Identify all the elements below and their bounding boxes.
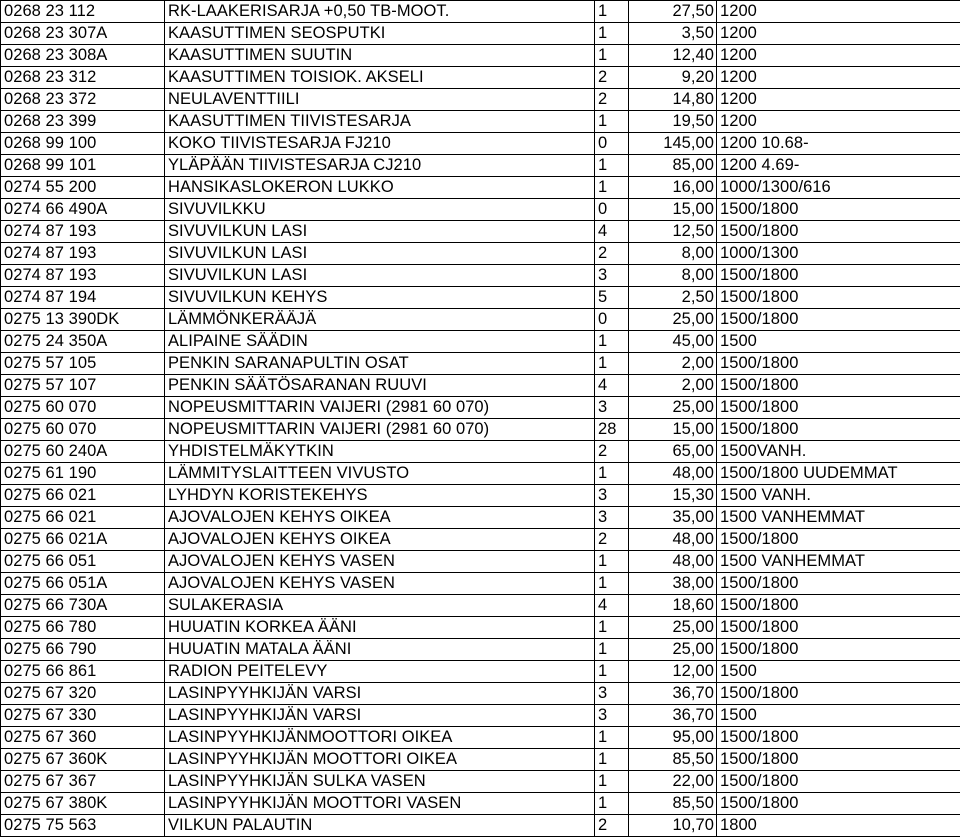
part-code-cell: 0274 55 200: [4, 178, 97, 196]
table-row: [0, 815, 960, 837]
part-code-cell: 0268 23 372: [4, 90, 97, 108]
price-cell: 25,00: [672, 398, 714, 416]
part-name-cell: LASINPYYHKIJÄN MOOTTORI OIKEA: [168, 750, 458, 768]
part-name-cell: RK-LAAKERISARJA +0,50 TB-MOOT.: [168, 2, 450, 20]
part-code-cell: 0275 66 051A: [4, 574, 108, 592]
table-row: [0, 793, 960, 815]
quantity-cell: 5: [598, 288, 608, 306]
part-code-cell: 0275 66 021: [4, 508, 97, 526]
table-row: [0, 485, 960, 507]
price-cell: 9,20: [681, 68, 714, 86]
model-note-cell: 1500/1800: [720, 794, 799, 812]
table-row: [0, 265, 960, 287]
part-code-cell: 0268 99 101: [4, 156, 97, 174]
part-name-cell: KAASUTTIMEN SEOSPUTKI: [168, 24, 386, 42]
model-note-cell: 1200 4.69-: [720, 156, 800, 174]
price-cell: 25,00: [672, 640, 714, 658]
column-divider: [0, 0, 1, 837]
part-code-cell: 0275 13 390DK: [4, 310, 120, 328]
part-name-cell: LASINPYYHKIJÄNMOOTTORI OIKEA: [168, 728, 453, 746]
quantity-cell: 2: [598, 68, 608, 86]
model-note-cell: 1500/1800: [720, 420, 799, 438]
model-note-cell: 1500 VANHEMMAT: [720, 508, 865, 526]
model-note-cell: 1500: [720, 662, 757, 680]
table-row: [0, 595, 960, 617]
price-cell: 2,00: [681, 376, 714, 394]
part-code-cell: 0275 66 051: [4, 552, 97, 570]
part-code-cell: 0275 66 790: [4, 640, 97, 658]
quantity-cell: 1: [598, 728, 608, 746]
part-code-cell: 0275 61 190: [4, 464, 97, 482]
quantity-cell: 1: [598, 772, 608, 790]
model-note-cell: 1200 10.68-: [720, 134, 809, 152]
quantity-cell: 1: [598, 2, 608, 20]
quantity-cell: 3: [598, 266, 608, 284]
part-code-cell: 0268 23 112: [4, 2, 96, 20]
part-name-cell: HANSIKASLOKERON LUKKO: [168, 178, 394, 196]
part-name-cell: AJOVALOJEN KEHYS VASEN: [168, 574, 395, 592]
column-divider: [628, 0, 629, 837]
table-row: [0, 133, 960, 155]
table-row: [0, 353, 960, 375]
quantity-cell: 0: [598, 200, 608, 218]
part-name-cell: NOPEUSMITTARIN VAIJERI (2981 60 070): [168, 398, 490, 416]
model-note-cell: 1200: [720, 90, 757, 108]
part-code-cell: 0275 57 107: [4, 376, 97, 394]
part-code-cell: 0275 75 563: [4, 816, 97, 834]
model-note-cell: 1500/1800: [720, 750, 799, 768]
model-note-cell: 1500/1800: [720, 354, 799, 372]
table-row: [0, 529, 960, 551]
price-cell: 25,00: [672, 310, 714, 328]
quantity-cell: 1: [598, 552, 608, 570]
table-row: [0, 441, 960, 463]
part-code-cell: 0275 60 070: [4, 420, 97, 438]
part-name-cell: LÄMMITYSLAITTEEN VIVUSTO: [168, 464, 410, 482]
price-cell: 12,40: [672, 46, 714, 64]
part-name-cell: LASINPYYHKIJÄN SULKA VASEN: [168, 772, 426, 790]
table-row: [0, 419, 960, 441]
quantity-cell: 1: [598, 156, 608, 174]
price-cell: 48,00: [672, 552, 714, 570]
part-name-cell: NEULAVENTTIILI: [168, 90, 300, 108]
quantity-cell: 1: [598, 24, 608, 42]
model-note-cell: 1500/1800: [720, 398, 799, 416]
part-code-cell: 0268 23 399: [4, 112, 97, 130]
column-divider: [164, 0, 165, 837]
part-name-cell: SULAKERASIA: [168, 596, 284, 614]
model-note-cell: 1200: [720, 112, 757, 130]
price-cell: 45,00: [672, 332, 714, 350]
table-row: [0, 573, 960, 595]
table-row: [0, 155, 960, 177]
quantity-cell: 2: [598, 442, 608, 460]
price-cell: 15,30: [672, 486, 714, 504]
table-row: [0, 375, 960, 397]
part-code-cell: 0274 66 490A: [4, 200, 108, 218]
table-row: [0, 771, 960, 793]
quantity-cell: 1: [598, 640, 608, 658]
table-row: [0, 111, 960, 133]
part-code-cell: 0268 23 312: [4, 68, 97, 86]
part-code-cell: 0275 67 380K: [4, 794, 108, 812]
price-cell: 36,70: [672, 706, 714, 724]
table-row: [0, 507, 960, 529]
part-name-cell: KOKO TIIVISTESARJA FJ210: [168, 134, 391, 152]
part-code-cell: 0274 87 193: [4, 266, 97, 284]
part-name-cell: VILKUN PALAUTIN: [168, 816, 313, 834]
model-note-cell: 1500/1800: [720, 728, 799, 746]
price-cell: 95,00: [672, 728, 714, 746]
price-cell: 12,00: [672, 662, 714, 680]
part-code-cell: 0275 60 240A: [4, 442, 108, 460]
table-row: [0, 331, 960, 353]
quantity-cell: 2: [598, 530, 608, 548]
part-name-cell: KAASUTTIMEN TOISIOK. AKSELI: [168, 68, 424, 86]
model-note-cell: 1200: [720, 68, 757, 86]
price-cell: 14,80: [672, 90, 714, 108]
quantity-cell: 1: [598, 750, 608, 768]
table-row: [0, 617, 960, 639]
quantity-cell: 1: [598, 794, 608, 812]
part-code-cell: 0275 66 730A: [4, 596, 108, 614]
table-row: [0, 463, 960, 485]
part-name-cell: ALIPAINE SÄÄDIN: [168, 332, 308, 350]
price-cell: 38,00: [672, 574, 714, 592]
price-cell: 36,70: [672, 684, 714, 702]
model-note-cell: 1500 VANH.: [720, 486, 811, 504]
part-code-cell: 0275 66 021: [4, 486, 97, 504]
part-name-cell: KAASUTTIMEN TIIVISTESARJA: [168, 112, 411, 130]
table-row: [0, 67, 960, 89]
quantity-cell: 1: [598, 332, 608, 350]
price-cell: 10,70: [672, 816, 714, 834]
price-cell: 85,50: [672, 794, 714, 812]
model-note-cell: 1500/1800: [720, 530, 799, 548]
price-cell: 22,00: [672, 772, 714, 790]
table-row: [0, 551, 960, 573]
part-code-cell: 0268 23 307A: [4, 24, 108, 42]
model-note-cell: 1500/1800: [720, 310, 799, 328]
price-cell: 16,00: [672, 178, 714, 196]
price-cell: 48,00: [672, 464, 714, 482]
quantity-cell: 1: [598, 618, 608, 636]
price-cell: 2,00: [681, 354, 714, 372]
table-row: [0, 0, 960, 23]
quantity-cell: 3: [598, 508, 608, 526]
part-name-cell: SIVUVILKUN KEHYS: [168, 288, 328, 306]
model-note-cell: 1500/1800: [720, 684, 799, 702]
part-name-cell: YLÄPÄÄN TIIVISTESARJA CJ210: [168, 156, 422, 174]
quantity-cell: 4: [598, 596, 608, 614]
price-cell: 19,50: [672, 112, 714, 130]
quantity-cell: 1: [598, 464, 608, 482]
table-row: [0, 221, 960, 243]
part-code-cell: 0275 67 330: [4, 706, 97, 724]
price-cell: 15,00: [672, 200, 714, 218]
price-cell: 3,50: [681, 24, 714, 42]
table-row: [0, 309, 960, 331]
table-row: [0, 639, 960, 661]
price-cell: 48,00: [672, 530, 714, 548]
model-note-cell: 1500/1800: [720, 772, 799, 790]
part-name-cell: SIVUVILKKU: [168, 200, 266, 218]
part-code-cell: 0268 99 100: [4, 134, 97, 152]
quantity-cell: 2: [598, 90, 608, 108]
part-code-cell: 0268 23 308A: [4, 46, 108, 64]
model-note-cell: 1500/1800: [720, 266, 799, 284]
model-note-cell: 1500/1800: [720, 222, 799, 240]
column-divider: [716, 0, 717, 837]
price-cell: 18,60: [672, 596, 714, 614]
table-row: [0, 89, 960, 111]
model-note-cell: 1500: [720, 706, 757, 724]
price-cell: 65,00: [672, 442, 714, 460]
part-code-cell: 0275 24 350A: [4, 332, 108, 350]
price-cell: 35,00: [672, 508, 714, 526]
model-note-cell: 1500VANH.: [720, 442, 807, 460]
part-code-cell: 0275 67 367: [4, 772, 97, 790]
model-note-cell: 1200: [720, 2, 757, 20]
part-code-cell: 0275 66 861: [4, 662, 97, 680]
quantity-cell: 2: [598, 816, 608, 834]
quantity-cell: 3: [598, 398, 608, 416]
price-cell: 25,00: [672, 618, 714, 636]
table-row: [0, 683, 960, 705]
part-name-cell: PENKIN SARANAPULTIN OSAT: [168, 354, 409, 372]
part-name-cell: HUUATIN MATALA ÄÄNI: [168, 640, 352, 658]
part-name-cell: SIVUVILKUN LASI: [168, 266, 308, 284]
model-note-cell: 1500/1800: [720, 376, 799, 394]
quantity-cell: 1: [598, 662, 608, 680]
part-name-cell: PENKIN SÄÄTÖSARANAN RUUVI: [168, 376, 427, 394]
part-name-cell: LÄMMÖNKERÄÄJÄ: [168, 310, 317, 328]
price-cell: 12,50: [672, 222, 714, 240]
part-code-cell: 0274 87 194: [4, 288, 97, 306]
part-code-cell: 0275 67 360K: [4, 750, 108, 768]
table-row: [0, 45, 960, 67]
part-name-cell: SIVUVILKUN LASI: [168, 244, 308, 262]
part-name-cell: AJOVALOJEN KEHYS OIKEA: [168, 508, 391, 526]
quantity-cell: 3: [598, 486, 608, 504]
table-row: [0, 661, 960, 683]
part-name-cell: LYHDYN KORISTEKEHYS: [168, 486, 368, 504]
part-name-cell: KAASUTTIMEN SUUTIN: [168, 46, 353, 64]
part-name-cell: LASINPYYHKIJÄN VARSI: [168, 684, 362, 702]
part-name-cell: HUUATIN KORKEA ÄÄNI: [168, 618, 357, 636]
part-name-cell: LASINPYYHKIJÄN MOOTTORI VASEN: [168, 794, 462, 812]
model-note-cell: 1500: [720, 332, 757, 350]
model-note-cell: 1500/1800: [720, 618, 799, 636]
price-cell: 27,50: [672, 2, 714, 20]
model-note-cell: 1500/1800: [720, 288, 799, 306]
part-name-cell: SIVUVILKUN LASI: [168, 222, 308, 240]
quantity-cell: 1: [598, 178, 608, 196]
part-code-cell: 0275 57 105: [4, 354, 97, 372]
price-cell: 85,50: [672, 750, 714, 768]
part-name-cell: NOPEUSMITTARIN VAIJERI (2981 60 070): [168, 420, 490, 438]
quantity-cell: 0: [598, 310, 608, 328]
model-note-cell: 1200: [720, 24, 757, 42]
quantity-cell: 1: [598, 354, 608, 372]
part-code-cell: 0275 60 070: [4, 398, 97, 416]
table-row: [0, 177, 960, 199]
model-note-cell: 1000/1300/616: [720, 178, 831, 196]
quantity-cell: 3: [598, 706, 608, 724]
part-code-cell: 0275 67 320: [4, 684, 97, 702]
model-note-cell: 1500/1800: [720, 200, 799, 218]
model-note-cell: 1500/1800: [720, 596, 799, 614]
quantity-cell: 0: [598, 134, 608, 152]
price-cell: 15,00: [672, 420, 714, 438]
model-note-cell: 1200: [720, 46, 757, 64]
part-name-cell: AJOVALOJEN KEHYS OIKEA: [168, 530, 391, 548]
price-cell: 145,00: [663, 134, 714, 152]
table-row: [0, 727, 960, 749]
part-code-cell: 0275 66 780: [4, 618, 97, 636]
part-code-cell: 0274 87 193: [4, 222, 97, 240]
price-cell: 8,00: [681, 244, 714, 262]
part-code-cell: 0274 87 193: [4, 244, 97, 262]
table-row: [0, 397, 960, 419]
quantity-cell: 3: [598, 684, 608, 702]
model-note-cell: 1800: [720, 816, 757, 834]
part-code-cell: 0275 66 021A: [4, 530, 108, 548]
column-divider: [594, 0, 595, 837]
model-note-cell: 1500/1800: [720, 640, 799, 658]
part-name-cell: AJOVALOJEN KEHYS VASEN: [168, 552, 395, 570]
part-name-cell: YHDISTELMÄKYTKIN: [168, 442, 334, 460]
table-row: [0, 287, 960, 309]
quantity-cell: 2: [598, 244, 608, 262]
table-row: [0, 705, 960, 727]
quantity-cell: 4: [598, 376, 608, 394]
table-row: [0, 199, 960, 221]
quantity-cell: 1: [598, 46, 608, 64]
quantity-cell: 1: [598, 574, 608, 592]
price-cell: 2,50: [681, 288, 714, 306]
part-name-cell: RADION PEITELEVY: [168, 662, 328, 680]
price-cell: 85,00: [672, 156, 714, 174]
price-cell: 8,00: [681, 266, 714, 284]
quantity-cell: 1: [598, 112, 608, 130]
table-row: [0, 243, 960, 265]
model-note-cell: 1500/1800 UUDEMMAT: [720, 464, 898, 482]
model-note-cell: 1500 VANHEMMAT: [720, 552, 865, 570]
part-name-cell: LASINPYYHKIJÄN VARSI: [168, 706, 362, 724]
model-note-cell: 1500/1800: [720, 574, 799, 592]
quantity-cell: 4: [598, 222, 608, 240]
part-code-cell: 0275 67 360: [4, 728, 97, 746]
quantity-cell: 28: [598, 420, 617, 438]
table-row: [0, 23, 960, 45]
table-row: [0, 749, 960, 771]
model-note-cell: 1000/1300: [720, 244, 799, 262]
